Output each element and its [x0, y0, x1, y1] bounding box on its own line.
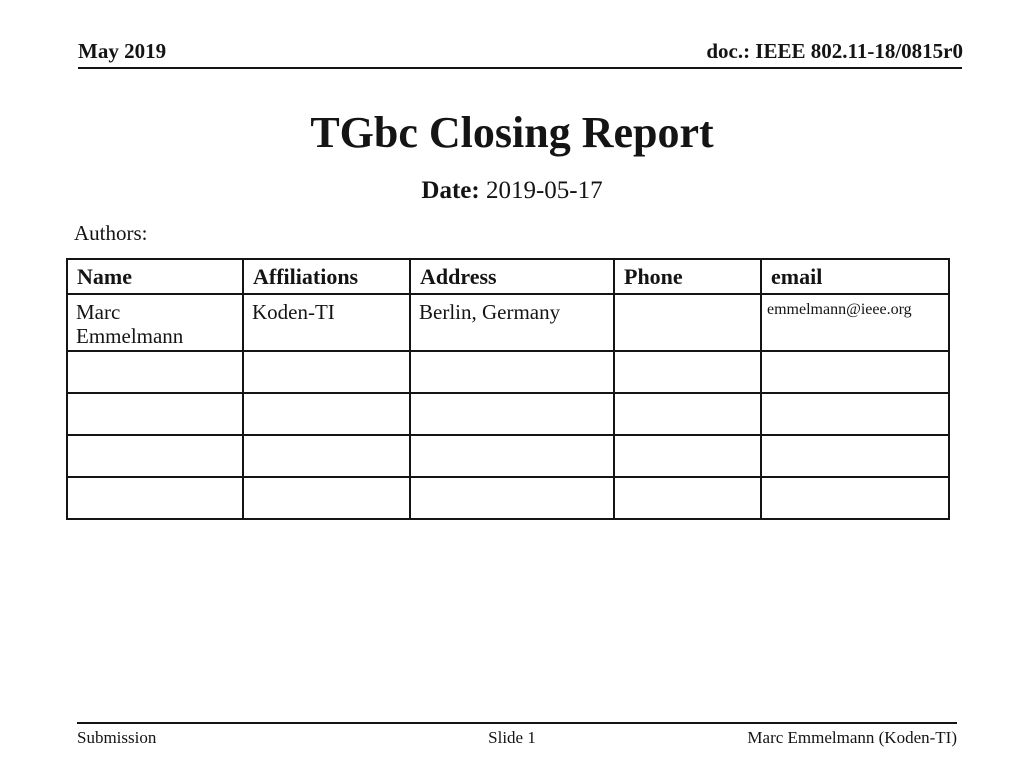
cell-email: emmelmann@ieee.org — [761, 294, 949, 351]
cell-address — [410, 393, 614, 435]
cell-affiliation — [243, 351, 410, 393]
date-value: 2019-05-17 — [485, 177, 603, 204]
cell-name — [67, 435, 243, 477]
cell-affiliation — [243, 435, 410, 477]
slide-title: TGbc Closing Report — [310, 108, 714, 157]
cell-name — [67, 477, 243, 519]
cell-address — [410, 435, 614, 477]
header-doc-number: doc.: IEEE 802.11-18/0815r0 — [706, 39, 963, 63]
cell-affiliation — [243, 393, 410, 435]
cell-name — [67, 351, 243, 393]
cell-address — [410, 477, 614, 519]
table-row — [67, 351, 949, 393]
cell-name — [67, 393, 243, 435]
footer-slide-number: Slide 1 — [488, 728, 536, 747]
table-row — [67, 435, 949, 477]
date-label: Date: — [421, 177, 480, 204]
table-row — [67, 477, 949, 519]
cell-affiliation: Koden-TI — [243, 294, 410, 351]
cell-email — [761, 393, 949, 435]
column-header-name: Name — [67, 259, 243, 294]
footer-submission-label: Submission — [77, 728, 157, 747]
date-line — [0, 177, 1024, 205]
authors-table — [66, 258, 950, 520]
cell-email — [761, 477, 949, 519]
author-name: Marc Emmelmann — [76, 300, 184, 348]
header-rule — [78, 67, 962, 69]
footer-author-credit: Marc Emmelmann (Koden-TI) — [747, 728, 957, 747]
header-month-year: May 2019 — [78, 39, 167, 63]
cell-phone — [614, 477, 761, 519]
cell-phone — [614, 294, 761, 351]
cell-affiliation — [243, 477, 410, 519]
cell-email — [761, 435, 949, 477]
footer-rule — [77, 722, 957, 724]
cell-email — [761, 351, 949, 393]
column-header-email: email — [761, 259, 949, 294]
cell-phone — [614, 351, 761, 393]
cell-address: Berlin, Germany — [410, 294, 614, 351]
column-header-phone: Phone — [614, 259, 761, 294]
column-header-address: Address — [410, 259, 614, 294]
cell-address — [410, 351, 614, 393]
column-header-affiliations: Affiliations — [243, 259, 410, 294]
cell-phone — [614, 435, 761, 477]
table-header-row — [67, 259, 949, 294]
authors-label: Authors: — [74, 221, 148, 245]
cell-phone — [614, 393, 761, 435]
table-row — [67, 393, 949, 435]
table-row — [67, 294, 949, 351]
cell-name — [67, 294, 243, 351]
